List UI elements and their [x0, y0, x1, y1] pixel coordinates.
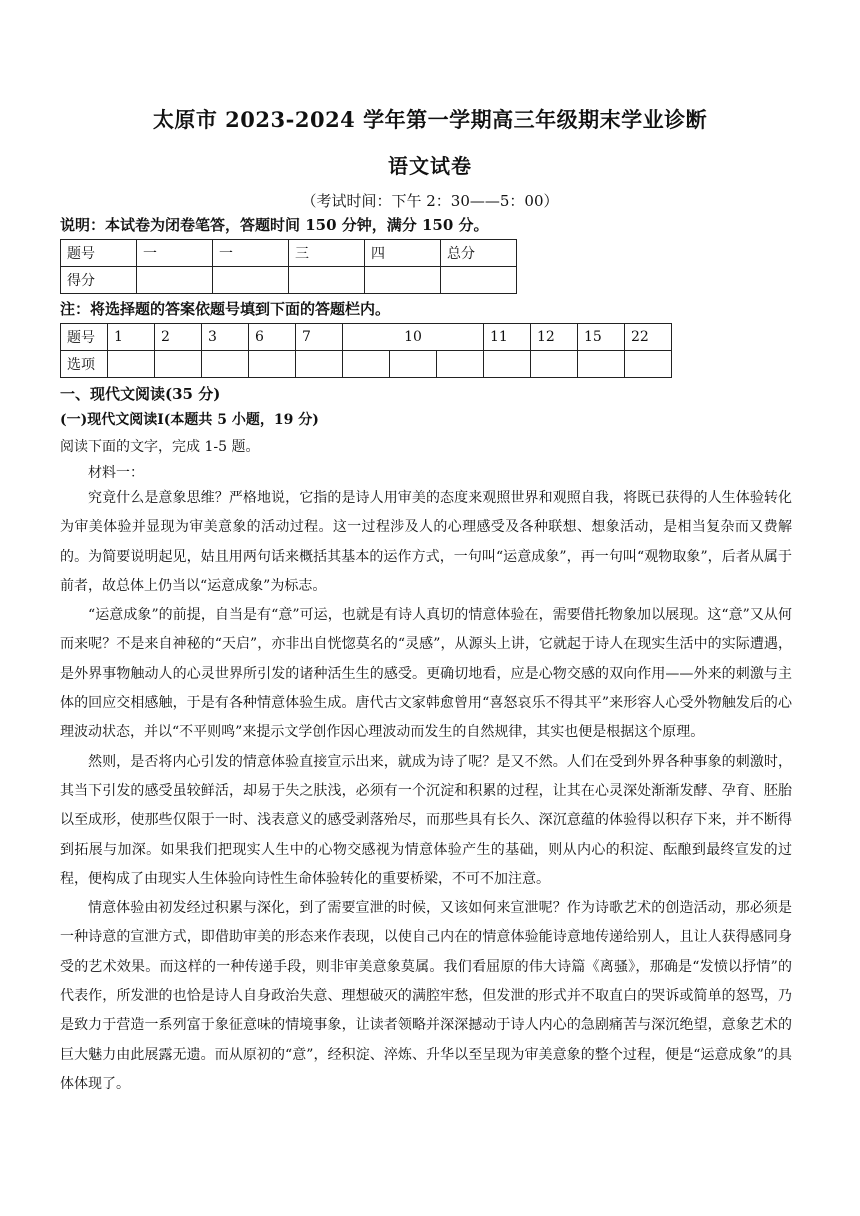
answer-table [60, 323, 672, 378]
score-cell: 得分 [61, 267, 137, 294]
answer-table-choice-row [61, 351, 672, 378]
answer-input-cell[interactable] [390, 351, 437, 378]
passage-paragraph: 情意体验由初发经过积累与深化，到了需要宣泄的时候，又该如何来宣泄呢？作为诗歌艺术的创造活动，那必须是一种诗意的宣泄方式，即借助审美的形态来作表现，以使自己内在的情意体验能诗意地传递给别人，且让人获得感同身受的艺术效果。而这样的一种传递手段，则非审美意象莫属。我们看屈原的伟大诗篇《离骚》，那确是“发愤以抒情”的代表作，所发泄的也恰是诗人自身政治失意、理想破灭的满腔牢愁，但发泄的形式并不取直白的哭诉或简单的怒骂，乃是致力于营造一系列富于象征意味的情境事象，让读者领略并深深撼动于诗人内心的急剧痛苦与深沉绝望，意象艺术的巨大魅力由此展露无遗。而从原初的“意”，经积淀、淬炼、升华以至呈现为审美意象的整个过程，便是“运意成象”的具体体现了。 [60, 900, 792, 1092]
answer-cell: 10 [343, 324, 484, 351]
score-table-header-row [61, 240, 517, 267]
answer-cell: 11 [484, 324, 531, 351]
answer-cell: 12 [531, 324, 578, 351]
exam-note: 说明：本试卷为闭卷笔答，答题时间 150 分钟，满分 150 分。 [60, 216, 489, 234]
passage-paragraph: 究竟什么是意象思维？严格地说，它指的是诗人用审美的态度来观照世界和观照自我，将既已获得的人生体验转化为审美体验并显现为审美意象的活动过程。这一过程涉及人的心理感受及各种联想、想象活动，是相当复杂而又费解的。为简要说明起见，姑且用两句话来概括其基本的运作方式，一句叫“运意成象”，再一句叫“观物取象”，后者从属于前者，故总体上仍当以“运意成象”为标志。 [60, 490, 792, 594]
answer-input-cell[interactable] [155, 351, 202, 378]
score-input-cell[interactable] [365, 267, 441, 294]
section-subheading: (一)现代文阅读Ⅰ(本题共 5 小题，19 分) [60, 412, 319, 428]
exam-title: 太原市 2023-2024 学年第一学期高三年级期末学业诊断 [152, 107, 708, 132]
score-input-cell[interactable] [289, 267, 365, 294]
answer-input-cell[interactable] [296, 351, 343, 378]
answer-cell: 题号 [61, 324, 108, 351]
answer-input-cell[interactable] [249, 351, 296, 378]
answer-input-cell[interactable] [202, 351, 249, 378]
exam-time: （考试时间：下午 2：30——5：00） [301, 192, 559, 210]
score-input-cell[interactable] [137, 267, 213, 294]
passage-paragraph: “运意成象”的前提，自当是有“意”可运，也就是有诗人真切的情意体验在，需要借托物象加以展现。这“意”又从何而来呢？不是来自神秘的“天启”，亦非出自恍惚莫名的“灵感”，从源头上讲，它就起于诗人在现实生活中的实际遭遇，是外界事物触动人的心灵世界所引发的诸种活生生的感受。更确切地看，应是心物交感的双向作用——外来的刺激与主体的回应交相感触，于是有各种情意体验生成。唐代古文家韩愈曾用“喜怒哀乐不得其平”来形容人心受外物触发后的心理波动状态，并以“不平则鸣”来提示文学创作因心理波动而发生的自然规律，其实也便是根据这个原理。 [60, 607, 792, 741]
score-table [60, 239, 517, 294]
answer-input-cell[interactable] [437, 351, 484, 378]
answer-cell: 6 [249, 324, 296, 351]
answer-note: 注：将选择题的答案依题号填到下面的答题栏内。 [60, 300, 391, 318]
answer-input-cell[interactable] [484, 351, 531, 378]
passage-paragraph: 然则，是否将内心引发的情意体验直接宣示出来，就成为诗了呢？是又不然。人们在受到外界各种事象的刺激时，其当下引发的感受虽较鲜活，却易于失之肤浅，必须有一个沉淀和积累的过程，让其在心灵深处渐渐发酵、孕育、胚胎以至成形，使那些仅限于一时、浅表意义的感受剥落殆尽，而那些具有长久、深沉意蕴的体验得以积存下来，并不断得到拓展与加深。如果我们把现实人生中的心物交感视为情意体验产生的基础，则从内心的积淀、酝酿到最终宣发的过程，便构成了由现实人生体验向诗性生命体验转化的重要桥梁，不可不加注意。 [60, 753, 792, 887]
score-cell: 一 [137, 240, 213, 267]
answer-cell: 选项 [61, 351, 108, 378]
answer-input-cell[interactable] [108, 351, 155, 378]
score-cell: 总分 [441, 240, 517, 267]
answer-cell: 1 [108, 324, 155, 351]
answer-cell: 15 [578, 324, 625, 351]
exam-subtitle: 语文试卷 [388, 154, 472, 178]
score-table-score-row [61, 267, 517, 294]
answer-cell: 22 [625, 324, 672, 351]
material-label: 材料一： [88, 465, 144, 481]
answer-cell: 2 [155, 324, 202, 351]
score-cell: 三 [289, 240, 365, 267]
answer-input-cell[interactable] [578, 351, 625, 378]
score-cell: 一 [213, 240, 289, 267]
answer-input-cell[interactable] [625, 351, 672, 378]
answer-cell: 7 [296, 324, 343, 351]
section-instruction: 阅读下面的文字，完成 1-5 题。 [60, 439, 260, 455]
answer-cell: 3 [202, 324, 249, 351]
answer-table-header-row [61, 324, 672, 351]
score-input-cell[interactable] [213, 267, 289, 294]
reading-passage [60, 484, 792, 1099]
score-input-cell[interactable] [441, 267, 517, 294]
answer-input-cell[interactable] [531, 351, 578, 378]
score-cell: 四 [365, 240, 441, 267]
score-cell: 题号 [61, 240, 137, 267]
answer-input-cell[interactable] [343, 351, 390, 378]
section-heading: 一、现代文阅读(35 分) [60, 385, 221, 403]
